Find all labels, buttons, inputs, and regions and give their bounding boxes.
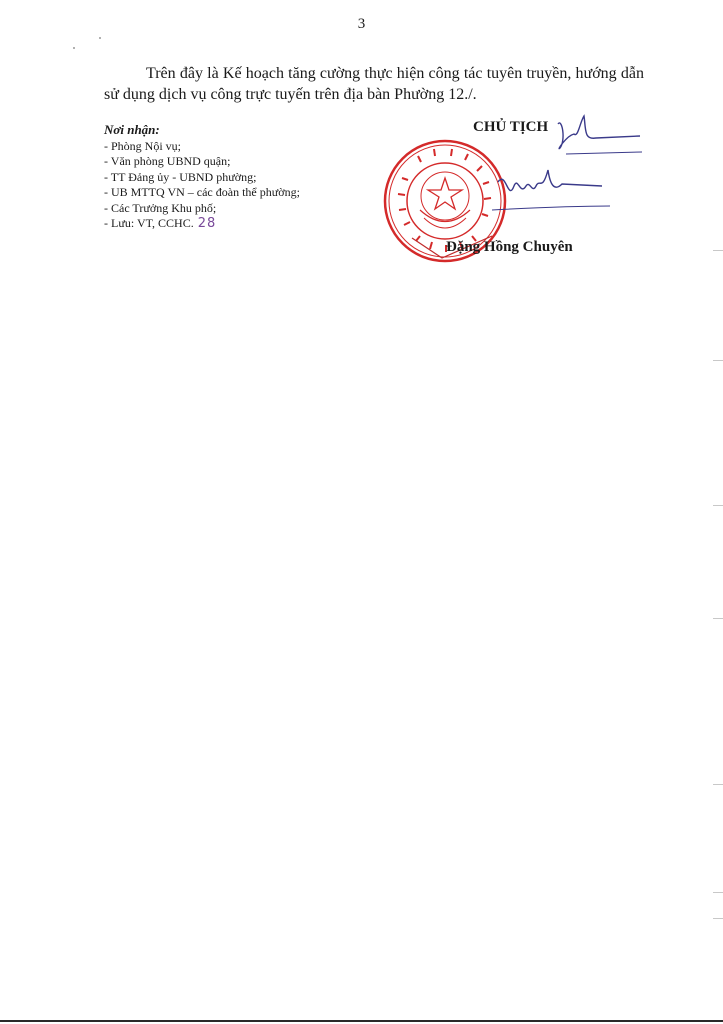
recipient-item: - UB MTTQ VN – các đoàn thể phường;	[104, 185, 300, 199]
handwritten-copy-count: 28	[197, 216, 217, 231]
scan-speck	[99, 37, 101, 39]
recipients-heading: Nơi nhận:	[104, 122, 160, 137]
signer-name: Đặng Hồng Chuyên	[446, 239, 573, 255]
recipient-item: - TT Đảng ủy - UBND phường;	[104, 169, 257, 184]
scan-bottom-edge	[0, 1020, 723, 1022]
archive-label: - Lưu: VT, CCHC.	[104, 216, 194, 230]
recipient-item: - Văn phòng UBND quận;	[104, 154, 231, 168]
scan-edge-mark	[713, 618, 723, 619]
closing-paragraph: Trên đây là Kế hoạch tăng cường thực hiện công tác tuyên truyền, hướng dẫn sử dụng dịch vụ công trực tuyến trên địa bàn Phường 12./.	[104, 65, 644, 103]
page-number: 3	[357, 16, 366, 32]
recipient-item-archive	[104, 216, 374, 232]
handwritten-signature	[470, 110, 660, 220]
recipient-item: - Các Trưởng Khu phố;	[104, 200, 217, 215]
scan-edge-mark	[713, 505, 723, 506]
scan-edge-mark	[713, 784, 723, 785]
scan-edge-mark	[713, 360, 723, 361]
scan-edge-mark	[713, 250, 723, 251]
recipients-block	[104, 122, 374, 232]
scan-edge-mark	[713, 918, 723, 919]
scan-speck	[73, 47, 75, 49]
signer-title: CHỦ TỊCH	[473, 119, 549, 135]
scan-edge-mark	[713, 892, 723, 893]
recipient-item: - Phòng Nội vụ;	[104, 138, 182, 153]
